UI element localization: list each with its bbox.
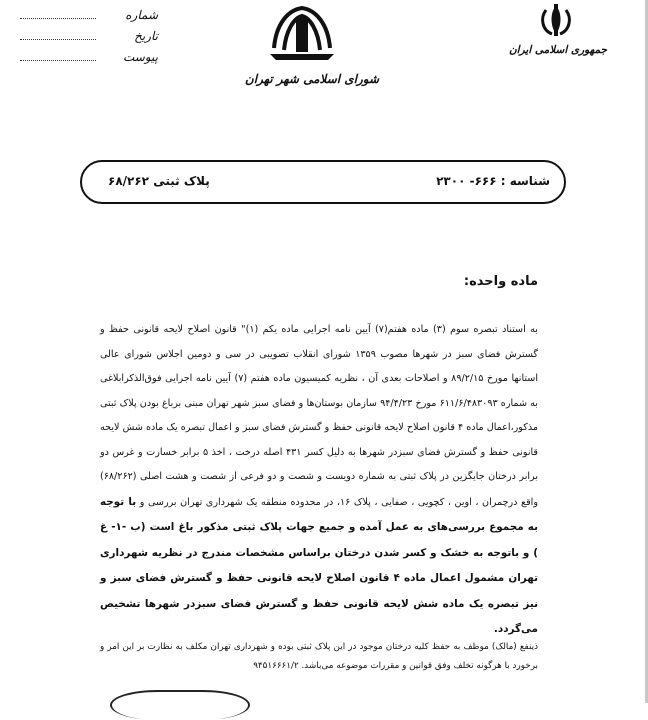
resolution-paragraph: به استناد تبصره سوم (۳) ماده هفتم(۷) آیین نامه اجرایی ماده یکم (۱)" قانون اصلاح لایحه قانونی حفظ و گسترش فضای سبز در شهرها مصوب ۱۳۵۹ شورای انقلاب تصویبی در سی و دومین اجلاس شورای عالی استانها مورخ ۸۹/۲/۱۵ و اصلاحات بعدی آن ، نظریه کمیسیون ماده هفتم (۷) آیین نامه اجرایی فوق‌الذکرابلاغی به شماره ۶۱۱/۶/۴۸۳۰۹۳ مورخ ۹۴/۴/۲۳ سازمان بوستان‌ها و فضای سبز شهر تهران مبنی برباغ بودن پلاک ثبتی مذکور،اعمال ماده ۴ قانون اصلاح لایحه قانونی حفظ و گسترش فضای سبز و اعمال تبصره یک ماده شش لایحه قانونی حفظ و گسترش فضای سبزدر شهرها به دلیل کسر ۴۳۱ اصله درخت ، اخذ ۵ برابر خسارت و غرس دو برابر درختان جایگزین در پلاک ثبتی به شماره دویست و شصت و دو فرعی از شصت و هشت اصلی (۶۸/۲۶۲) واقع درچمران ، اوین ، کچویی ، صفایی ، پلاک ۱۶، در محدوده منطقه یک شهرداری تهران بررسی و (100, 324, 539, 508)
resolution-text (100, 318, 538, 643)
meta-number-label: شماره (125, 8, 158, 22)
plot-number-label: پلاک ثبتی ۶۸/۲۶۲ (108, 174, 210, 188)
meta-date-label: تاریخ (134, 29, 158, 43)
iran-emblem-icon (538, 2, 574, 38)
identifier-box (80, 160, 566, 204)
meta-number (98, 8, 158, 29)
republic-title: جمهوری اسلامی ایران (508, 44, 608, 56)
article-heading: ماده واحده: (463, 274, 538, 289)
owner-obligation-note: ذینفع (مالک) موظف به حفظ کلیه درختان موجود در این پلاک ثبتی بوده و شهرداری تهران مکلف به نظارت بر این امر و برخورد با هرگونه تخلف وفق قوانین و مقررات موضوعه می‌باشد. ۹۴۵۱۶۶۶۱/۲ (100, 642, 538, 671)
council-logo-icon (266, 4, 338, 60)
meta-attachment-dots (20, 60, 96, 61)
resolution-decision: با توجه به مجموع بررسی‌های به عمل آمده و جمیع جهات پلاک ثبتی مذکور باغ است (ب -۱- غ ) و باتوجه به خشک و کسر شدن درختان براساس مشخصات مندرج در نظریه شهرداری تهران مشمول اعمال ماده ۴ قانون اصلاح لایحه قانونی حفظ و گسترش فضای سبز و نیز تبصره یک ماده شش لایحه قانونی حفظ و گسترش فضای سبزدر شهرها تشخیص می‌گردد. (100, 495, 538, 635)
stamp-outline (110, 690, 250, 720)
meta-date-dots (20, 39, 96, 40)
meta-date (98, 29, 158, 50)
meta-attachment-label: پیوست (123, 50, 158, 64)
meta-attachment (98, 50, 158, 71)
letter-meta (98, 8, 158, 71)
shenaseh-label: شناسه : ۶۶۶- ۲۳۰۰ (436, 174, 550, 188)
meta-number-dots (20, 18, 96, 19)
council-title: شورای اسلامی شهر تهران (244, 72, 380, 86)
